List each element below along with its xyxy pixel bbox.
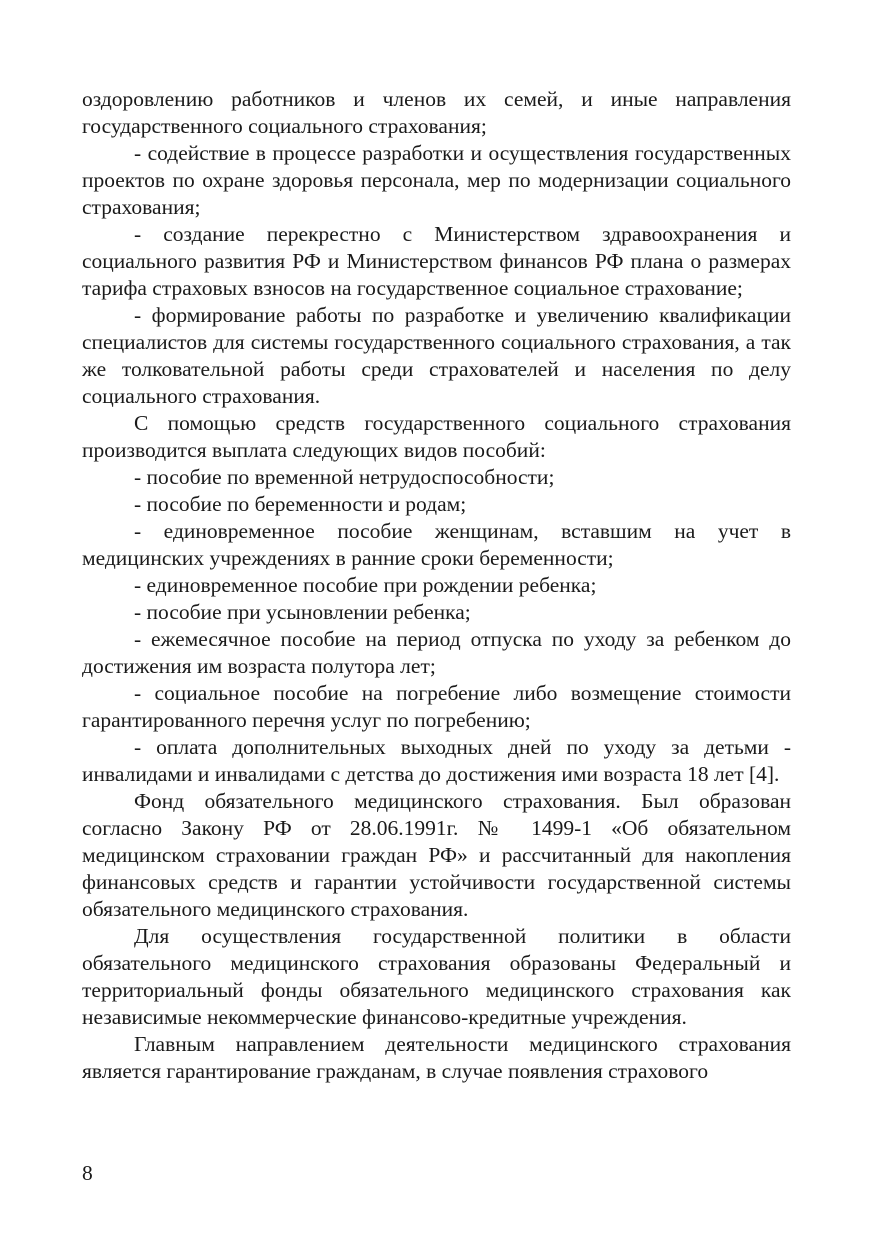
- paragraph-continuation: оздоровлению работников и членов их семей, и иные направления государственного социального страхования;: [82, 87, 791, 138]
- paragraph: Фонд обязательного медицинского страхования. Был образован согласно Закону РФ от 28.06.1991г. № 1499-1 «Об обязательном медицинском страховании граждан РФ» и рассчитанный для накопления финансовых средств и гарантии устойчивости государственной системы обязательного медицинского страхования.: [82, 789, 791, 921]
- paragraph: С помощью средств государственного социального страхования производится выплата следующих видов пособий:: [82, 411, 791, 462]
- list-item: - ежемесячное пособие на период отпуска по уходу за ребенком до достижения им возраста полутора лет;: [82, 627, 791, 678]
- page-body: [82, 86, 791, 1085]
- list-item: - пособие по временной нетрудоспособности;: [134, 465, 555, 489]
- list-item: - создание перекрестно с Министерством здравоохранения и социального развития РФ и Министерством финансов РФ плана о размерах тарифа страховых взносов на государственное социальное страхование;: [82, 222, 791, 300]
- list-item: - социальное пособие на погребение либо возмещение стоимости гарантированного перечня услуг по погребению;: [82, 681, 791, 732]
- list-item: - оплата дополнительных выходных дней по уходу за детьми - инвалидами и инвалидами с детства до достижения ими возраста 18 лет [4].: [82, 735, 791, 786]
- paragraph: Для осуществления государственной политики в области обязательного медицинского страхования образованы Федеральный и территориальный фонды обязательного медицинского страхования как независимые некоммерческие финансово-кредитные учреждения.: [82, 924, 791, 1029]
- list-item: - единовременное пособие женщинам, вставшим на учет в медицинских учреждениях в ранние сроки беременности;: [82, 519, 791, 570]
- paragraph: Главным направлением деятельности медицинского страхования является гарантирование гражданам, в случае появления страхового: [82, 1032, 791, 1083]
- page-number: 8: [82, 1161, 93, 1185]
- list-item: - формирование работы по разработке и увеличению квалификации специалистов для системы государственного социального страхования, а так же толковательной работы среди страхователей и населения по делу социального страхования.: [82, 303, 791, 408]
- list-item: - пособие по беременности и родам;: [134, 492, 467, 516]
- list-item: - содействие в процессе разработки и осуществления государственных проектов по охране здоровья персонала, мер по модернизации социального страхования;: [82, 141, 791, 219]
- list-item: - пособие при усыновлении ребенка;: [134, 600, 471, 624]
- list-item: - единовременное пособие при рождении ребенка;: [134, 573, 597, 597]
